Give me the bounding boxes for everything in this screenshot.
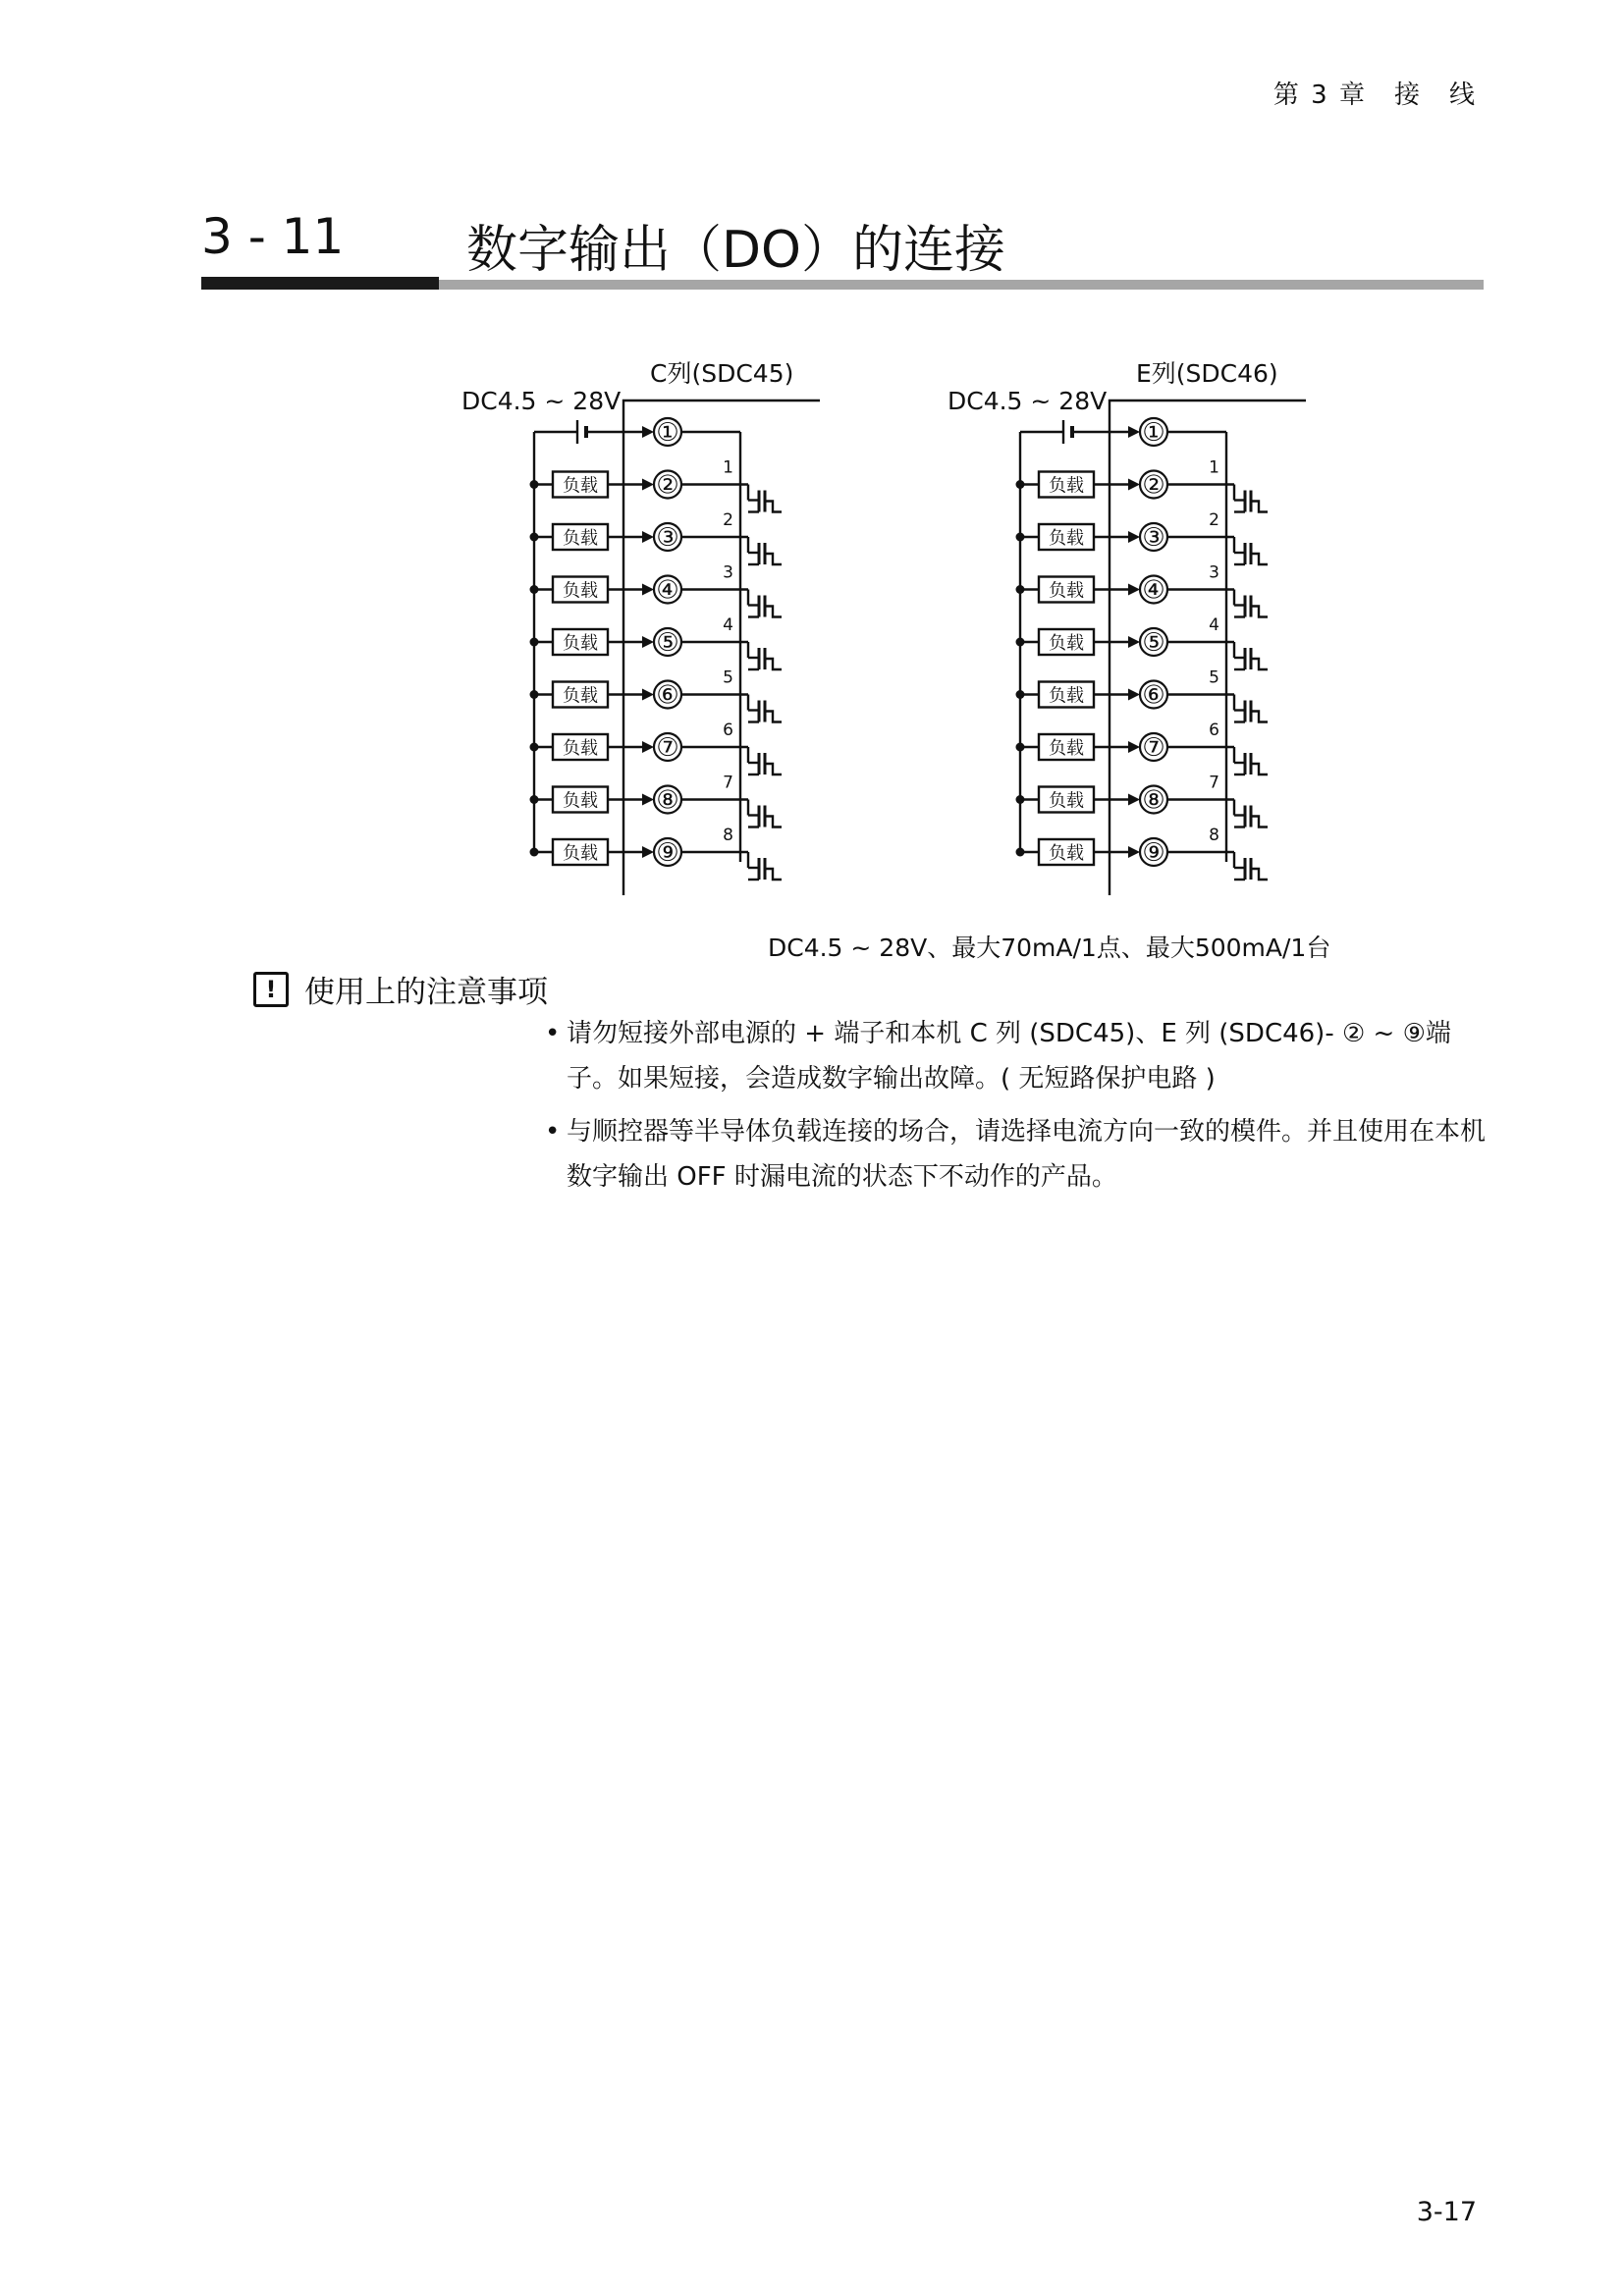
load-label: 负载	[1049, 580, 1084, 602]
transistor-gate-lead	[1251, 869, 1268, 880]
channel-number: 8	[1209, 826, 1219, 845]
arrow-head	[1128, 794, 1140, 806]
caution-heading	[253, 967, 548, 1011]
terminal-label: ③	[1142, 523, 1165, 553]
output-spec: DC4.5 ~ 28V、最大70mA/1点、最大500mA/1台	[768, 934, 1331, 962]
load-label: 负载	[563, 633, 598, 654]
channel-number: 5	[723, 667, 733, 688]
channel-number: 2	[723, 510, 733, 530]
load-label: 负载	[1049, 843, 1084, 864]
load-label: 负载	[1049, 633, 1084, 654]
transistor-gate-lead	[765, 659, 782, 669]
controller-outline	[1110, 400, 1306, 895]
channel-number: 1	[1209, 457, 1219, 478]
channel-number: 2	[1209, 510, 1219, 530]
load-label: 负载	[563, 738, 598, 759]
arrow-head	[642, 689, 654, 701]
channel-number: 4	[723, 615, 733, 635]
load-label: 负载	[1049, 475, 1084, 497]
terminal-label: ⑥	[1142, 680, 1165, 711]
load-label: 负载	[1049, 738, 1084, 759]
arrow-head	[1128, 426, 1140, 438]
channel-number: 7	[723, 773, 733, 793]
arrow-head	[1128, 636, 1140, 648]
panel-title: C列(SDC45)	[650, 359, 794, 388]
transistor-gate-lead	[765, 607, 782, 617]
caution-item: • 请勿短接外部电源的 + 端子和本机 C 列 (SDC45)、E 列 (SDC46)- ② ~ ⑨端子。如果短接，会造成数字输出故障。( 无短路保护电路 )	[545, 1011, 1488, 1101]
transistor-gate-lead	[765, 764, 782, 774]
terminal-label: ⑤	[1142, 628, 1165, 658]
panel-title: E列(SDC46)	[1136, 359, 1278, 388]
terminal-label: ⑨	[656, 838, 679, 868]
load-label: 负载	[1049, 528, 1084, 549]
arrow-head	[1128, 584, 1140, 596]
load-label: 负载	[563, 685, 598, 707]
load-label: 负载	[1049, 685, 1084, 707]
arrow-head	[1128, 846, 1140, 858]
load-label: 负载	[563, 528, 598, 549]
arrow-head	[642, 584, 654, 596]
load-label: 负载	[563, 790, 598, 812]
terminal-label: ⑨	[1142, 838, 1165, 868]
transistor-gate-lead	[1251, 554, 1268, 564]
controller-outline	[623, 400, 820, 895]
caution-icon: !	[253, 972, 289, 1007]
transistor-gate-lead	[1251, 502, 1268, 512]
load-label: 负载	[1049, 790, 1084, 812]
channel-number: 1	[723, 457, 733, 478]
do-wiring-diagram	[432, 348, 1335, 918]
transistor-gate-lead	[765, 817, 782, 828]
chapter-header: 第 3 章 接 线	[1272, 80, 1477, 110]
channel-number: 3	[723, 562, 733, 583]
transistor-gate-lead	[765, 712, 782, 722]
wiring-panel-c	[461, 359, 820, 895]
load-label: 负载	[563, 475, 598, 497]
channel-number: 4	[1209, 615, 1219, 635]
terminal-label: ⑦	[1142, 733, 1165, 763]
caution-title: 使用上的注意事项	[304, 975, 548, 1010]
arrow-head	[642, 426, 654, 438]
section-title: 数字输出（DO）的连接	[466, 221, 1005, 280]
channel-number: 3	[1209, 562, 1219, 583]
arrow-head	[1128, 741, 1140, 753]
section-number: 3 - 11	[201, 208, 345, 265]
transistor-gate-lead	[765, 869, 782, 880]
transistor-gate-lead	[1251, 764, 1268, 774]
terminal-label: ⑧	[1142, 785, 1165, 816]
terminal-label: ①	[656, 418, 679, 448]
wiring-panel-e	[947, 359, 1306, 895]
title-rule-dark	[201, 277, 439, 290]
title-rule-grey	[439, 280, 1484, 290]
arrow-head	[642, 741, 654, 753]
transistor-gate-lead	[1251, 817, 1268, 828]
channel-number: 7	[1209, 773, 1219, 793]
channel-number: 5	[1209, 667, 1219, 688]
channel-number: 6	[723, 721, 733, 740]
arrow-head	[642, 531, 654, 543]
terminal-label: ①	[1142, 418, 1165, 448]
channel-number: 6	[1209, 721, 1219, 740]
caution-item: • 与顺控器等半导体负载连接的场合，请选择电流方向一致的模件。并且使用在本机数字输出 OFF 时漏电流的状态下不动作的产品。	[545, 1109, 1488, 1200]
load-label: 负载	[563, 843, 598, 864]
arrow-head	[642, 846, 654, 858]
caution-list	[545, 1011, 1488, 1200]
terminal-label: ⑤	[656, 628, 679, 658]
terminal-label: ⑥	[656, 680, 679, 711]
terminal-label: ②	[656, 470, 679, 501]
page-number: 3-17	[1416, 2197, 1477, 2227]
transistor-gate-lead	[1251, 659, 1268, 669]
terminal-label: ⑧	[656, 785, 679, 816]
terminal-label: ③	[656, 523, 679, 553]
supply-label: DC4.5 ~ 28V	[947, 387, 1108, 415]
terminal-label: ⑦	[656, 733, 679, 763]
transistor-gate-lead	[765, 502, 782, 512]
channel-number: 8	[723, 826, 733, 845]
arrow-head	[642, 479, 654, 491]
supply-label: DC4.5 ~ 28V	[461, 387, 622, 415]
arrow-head	[642, 636, 654, 648]
arrow-head	[1128, 531, 1140, 543]
terminal-label: ④	[656, 575, 679, 606]
arrow-head	[1128, 479, 1140, 491]
transistor-gate-lead	[765, 554, 782, 564]
terminal-label: ②	[1142, 470, 1165, 501]
transistor-gate-lead	[1251, 712, 1268, 722]
terminal-label: ④	[1142, 575, 1165, 606]
arrow-head	[642, 794, 654, 806]
load-label: 负载	[563, 580, 598, 602]
transistor-gate-lead	[1251, 607, 1268, 617]
arrow-head	[1128, 689, 1140, 701]
